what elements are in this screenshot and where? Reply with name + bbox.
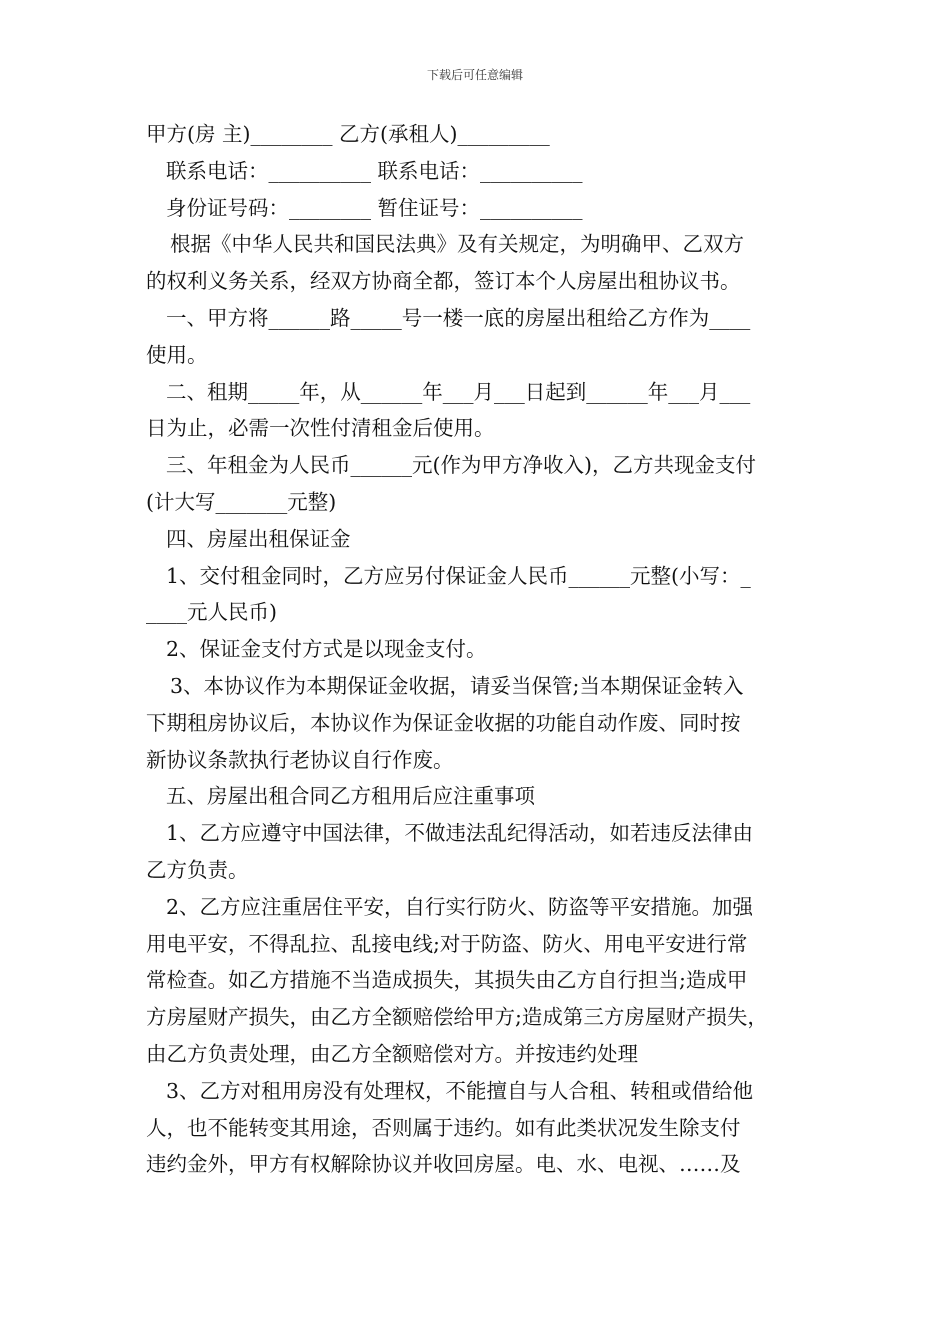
clause-5-item-2-line-2: 用电平安，不得乱拉、乱接电线;对于防盗、防火、用电平安进行常 — [146, 931, 748, 956]
clause-5-item-1-line-1: 1、乙方应遵守中国法律，不做违法乱纪得活动，如若违反法律由 — [166, 821, 754, 846]
clause-5-item-2-line-5: 由乙方负责处理，由乙方全额赔偿对方。并按违约处理 — [146, 1041, 638, 1066]
clause-5-item-2-line-3: 常检查。如乙方措施不当造成损失，其损失由乙方自行担当;造成甲 — [146, 968, 748, 993]
contract-body — [146, 116, 816, 1183]
clause-5-item-3-line-3: 违约金外，甲方有权解除协议并收回房屋。电、水、电视、……及 — [146, 1152, 741, 1177]
clause-5-item-2-line-4: 方房屋财产损失，由乙方全额赔偿给甲方;造成第三方房屋财产损失， — [146, 1005, 768, 1030]
clause-3-line-1: 三、年租金为人民币______元(作为甲方净收入)，乙方共现金支付 — [166, 453, 756, 478]
clause-1-line-1: 一、甲方将______路_____号一楼一底的房屋出租给乙方作为____ — [166, 305, 751, 330]
clause-5-item-1-line-2: 乙方负责。 — [146, 857, 249, 882]
clause-5-item-3-line-1: 3、乙方对租用房没有处理权，不能擅自与人合租、转租或借给他 — [166, 1078, 754, 1103]
page-header-note: 下载后可任意编辑 — [426, 68, 523, 82]
clause-5-heading: 五、房屋出租合同乙方租用后应注重事项 — [166, 784, 535, 809]
clause-4-item-3-line-2: 下期租房协议后，本协议作为保证金收据的功能自动作废、同时按 — [146, 710, 741, 735]
clause-1-line-2: 使用。 — [146, 342, 208, 367]
clause-4-item-3-line-1: 3、本协议作为本期保证金收据，请妥当保管;当本期保证金转入 — [170, 673, 744, 698]
clause-3-line-2: (计大写_______元整) — [146, 489, 337, 514]
clause-4-item-2: 2、保证金支付方式是以现金支付。 — [166, 637, 487, 662]
preamble-line-2: 的权利义务关系，经双方协商全都，签订本个人房屋出租协议书。 — [146, 269, 741, 294]
clause-5-item-3-line-2: 人，也不能转变其用途，否则属于违约。如有此类状况发生除支付 — [146, 1115, 741, 1140]
preamble-line-1: 根据《中华人民共和国民法典》及有关规定，为明确甲、乙双方 — [170, 232, 744, 257]
clause-4-heading: 四、房屋出租保证金 — [166, 526, 351, 551]
clause-4-item-1-line-2: ____元人民币) — [146, 600, 277, 625]
clause-4-item-3-line-3: 新协议条款执行老协议自行作废。 — [146, 747, 454, 772]
clause-4-item-1-line-1: 1、交付租金同时，乙方应另付保证金人民币______元整(小写：_ — [166, 563, 751, 588]
party-names-line: 甲方(房 主)________ 乙方(承租人)_________ — [146, 122, 550, 146]
id-number-line: 身份证号码：________ 暂住证号：__________ — [166, 195, 583, 220]
clause-2-line-2: 日为止，必需一次性付清租金后使用。 — [146, 416, 495, 441]
clause-2-line-1: 二、租期_____年，从______年___月___日起到______年___月___ — [166, 379, 751, 404]
clause-5-item-2-line-1: 2、乙方应注重居住平安，自行实行防火、防盗等平安措施。加强 — [166, 894, 754, 919]
phone-line: 联系电话：__________ 联系电话：__________ — [166, 158, 583, 183]
